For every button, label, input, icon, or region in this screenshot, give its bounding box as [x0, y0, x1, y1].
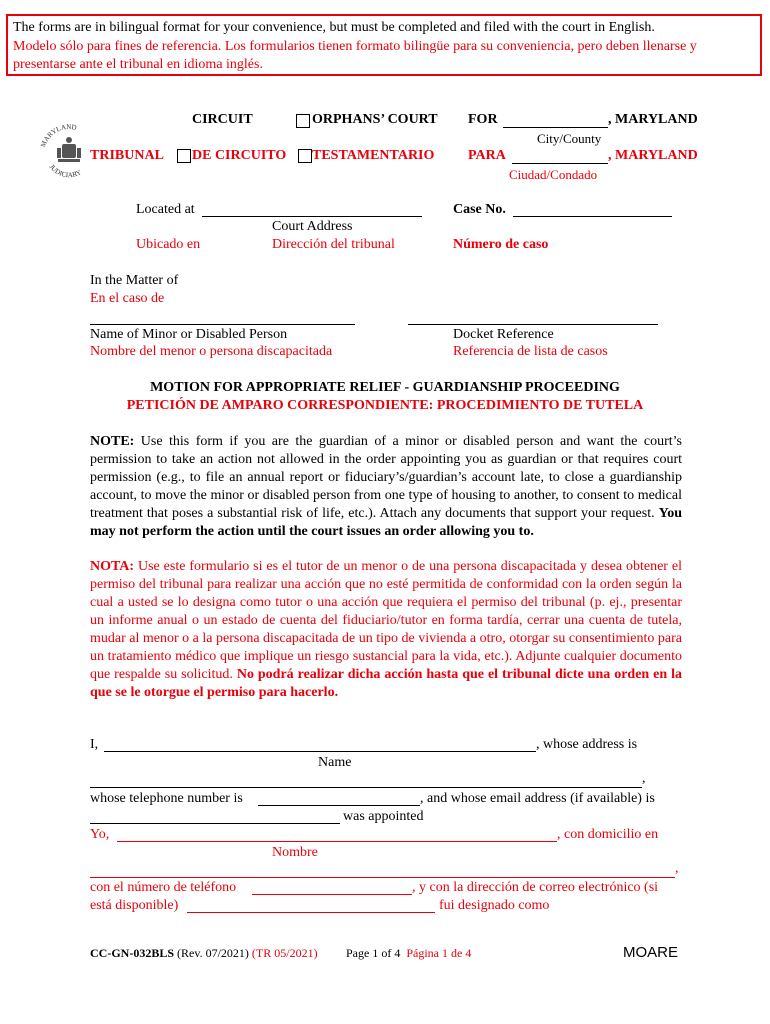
nombre-caption: Nombre: [272, 845, 318, 860]
minor-name-field[interactable]: [90, 310, 355, 325]
whose-address-label: , whose address is: [536, 737, 638, 752]
svg-text:MARYLAND: MARYLAND: [39, 122, 78, 149]
form-title-spanish: PETICIÓN DE AMPARO CORRESPONDIENTE: PROCEDIMIENTO DE TUTELA: [126, 398, 644, 413]
i-label: I,: [90, 737, 99, 752]
name-field[interactable]: [104, 737, 536, 752]
note-label: NOTE:: [90, 434, 135, 449]
maryland-es-label: , MARYLAND: [608, 148, 698, 163]
located-at-label: Located at: [136, 202, 195, 217]
tribunal-label: TRIBUNAL: [90, 148, 164, 163]
form-id: CC-GN-032BLS: [90, 946, 175, 960]
nota-bold: No podrá realizar dicha acción hasta que el tribunal dicte una orden en la que se le otorgue el permiso para hacerlo.: [90, 667, 682, 700]
direccion-caption: Dirección del tribunal: [272, 237, 395, 252]
esta-disponible-label: está disponible): [90, 898, 179, 913]
notice-spanish-line1: Modelo sólo para fines de referencia. Los formularios tienen formato bilingüe para su conveniencia, pero deben llenarse y: [13, 39, 697, 54]
city-county-caption: City/County: [537, 131, 602, 146]
case-no-field[interactable]: [513, 202, 672, 217]
orphans-court-label: ORPHANS’ COURT: [312, 112, 438, 127]
form-tr: (TR 05/2021): [251, 946, 318, 960]
nota-label: NOTA:: [90, 559, 135, 574]
maryland-label: , MARYLAND: [608, 112, 698, 127]
form-title-english: MOTION FOR APPROPRIATE RELIEF - GUARDIANSHIP PROCEEDING: [150, 380, 620, 395]
note-body: Use this form if you are the guardian of a minor or disabled person and want the court’s permission to take an action not allowed in the order appointing you as guardian or that requires court permission (e.g., to file an annual report or fiduciary’s/guardian’s account late, to close a guardianship account, to move the minor or disabled person from one type of housing to another, to consent to medical treatment that poses a substantial risk of life, etc.). Attach any documents that support your request.: [90, 434, 682, 521]
whose-phone-label: whose telephone number is: [90, 791, 243, 806]
testamentario-checkbox[interactable]: [298, 149, 312, 163]
court-address-caption: Court Address: [272, 219, 353, 234]
ubicado-en-label: Ubicado en: [136, 237, 201, 252]
page-number: [346, 946, 471, 961]
circuit-checkbox[interactable]: [296, 114, 310, 128]
telefono-field[interactable]: [252, 880, 412, 895]
bilingual-notice-box: [6, 14, 762, 76]
nombre-field[interactable]: [117, 827, 557, 842]
and-email-label: , and whose email address (if available) is: [420, 791, 655, 806]
nombre-menor-caption: Nombre del menor o persona discapacitada: [90, 344, 333, 359]
fui-designado-label: fui designado como: [439, 898, 550, 913]
circuit-label: CIRCUIT: [192, 112, 253, 127]
note-bold: You may not perform the action until the court issues an order allowing you to.: [90, 506, 682, 539]
en-el-caso-label: En el caso de: [90, 291, 165, 306]
form-rev: (Rev. 07/2021): [174, 946, 252, 960]
domicilio-field[interactable]: [90, 863, 675, 878]
con-domicilio-label: , con domicilio en: [557, 827, 659, 842]
page-english: Page 1 of 4: [346, 946, 401, 960]
correo-field[interactable]: [187, 898, 435, 913]
testamentario-label: TESTAMENTARIO: [312, 148, 435, 163]
con-numero-label: con el número de teléfono: [90, 880, 237, 895]
de-circuito-label: DE CIRCUITO: [192, 148, 287, 163]
ciudad-condado-field[interactable]: [512, 149, 608, 164]
city-county-field[interactable]: [503, 113, 608, 128]
name-minor-caption: Name of Minor or Disabled Person: [90, 327, 288, 342]
court-address-field[interactable]: [202, 202, 422, 217]
notice-spanish-line2: presentarse ante el tribunal en idioma inglés.: [13, 57, 263, 72]
was-appointed-label: was appointed: [343, 809, 424, 824]
address-comma: ,: [642, 771, 646, 786]
notice-english: The forms are in bilingual format for your convenience, but must be completed and filed with the court in English.: [13, 20, 655, 35]
phone-field[interactable]: [258, 791, 420, 806]
docket-caption: Docket Reference: [453, 327, 554, 342]
note-paragraph: [90, 433, 682, 541]
email-field[interactable]: [90, 809, 340, 824]
referencia-caption: Referencia de lista de casos: [453, 344, 608, 359]
ciudad-condado-caption: Ciudad/Condado: [509, 167, 598, 182]
case-no-label: Case No.: [453, 202, 506, 217]
in-the-matter-label: In the Matter of: [90, 273, 179, 288]
para-label: PARA: [468, 148, 506, 163]
docket-reference-field[interactable]: [408, 310, 658, 325]
name-caption: Name: [318, 755, 352, 770]
nota-paragraph: [90, 558, 682, 702]
nota-body: Use este formulario si es el tutor de un menor o de una persona discapacitada y desea obtener el permiso del tribunal para realizar una acción que no esté permitida de conformidad con la orden según la cual a usted se lo designa como tutor o una acción que requiera el permiso del tribunal (p. ej., presentar un informe anual o un estado de cuenta del fiduciario/tutor en forma tardía, cerrar una cuenta de tutela, mudar al menor o a la persona discapacitada de un tipo de vivienda a otro, otorgar su consentimiento para un tratamiento médico que implique un riesgo sustancial para la vida, etc.). Adjunte cualquier documento que respalde su solicitud.: [90, 559, 682, 682]
de-circuito-checkbox[interactable]: [177, 149, 191, 163]
address-field[interactable]: [90, 773, 642, 788]
domicilio-comma: ,: [675, 861, 679, 876]
y-con-label: , y con la dirección de correo electrónico (si: [412, 880, 659, 895]
svg-text:JUDICIARY: JUDICIARY: [47, 163, 83, 180]
for-label: FOR: [468, 112, 498, 127]
moare-label: MOARE: [623, 944, 679, 961]
yo-label: Yo,: [90, 827, 110, 842]
numero-caso-label: Número de caso: [453, 237, 549, 252]
page-spanish: Página 1 de 4: [406, 946, 472, 960]
footer-form-info: [90, 946, 318, 961]
